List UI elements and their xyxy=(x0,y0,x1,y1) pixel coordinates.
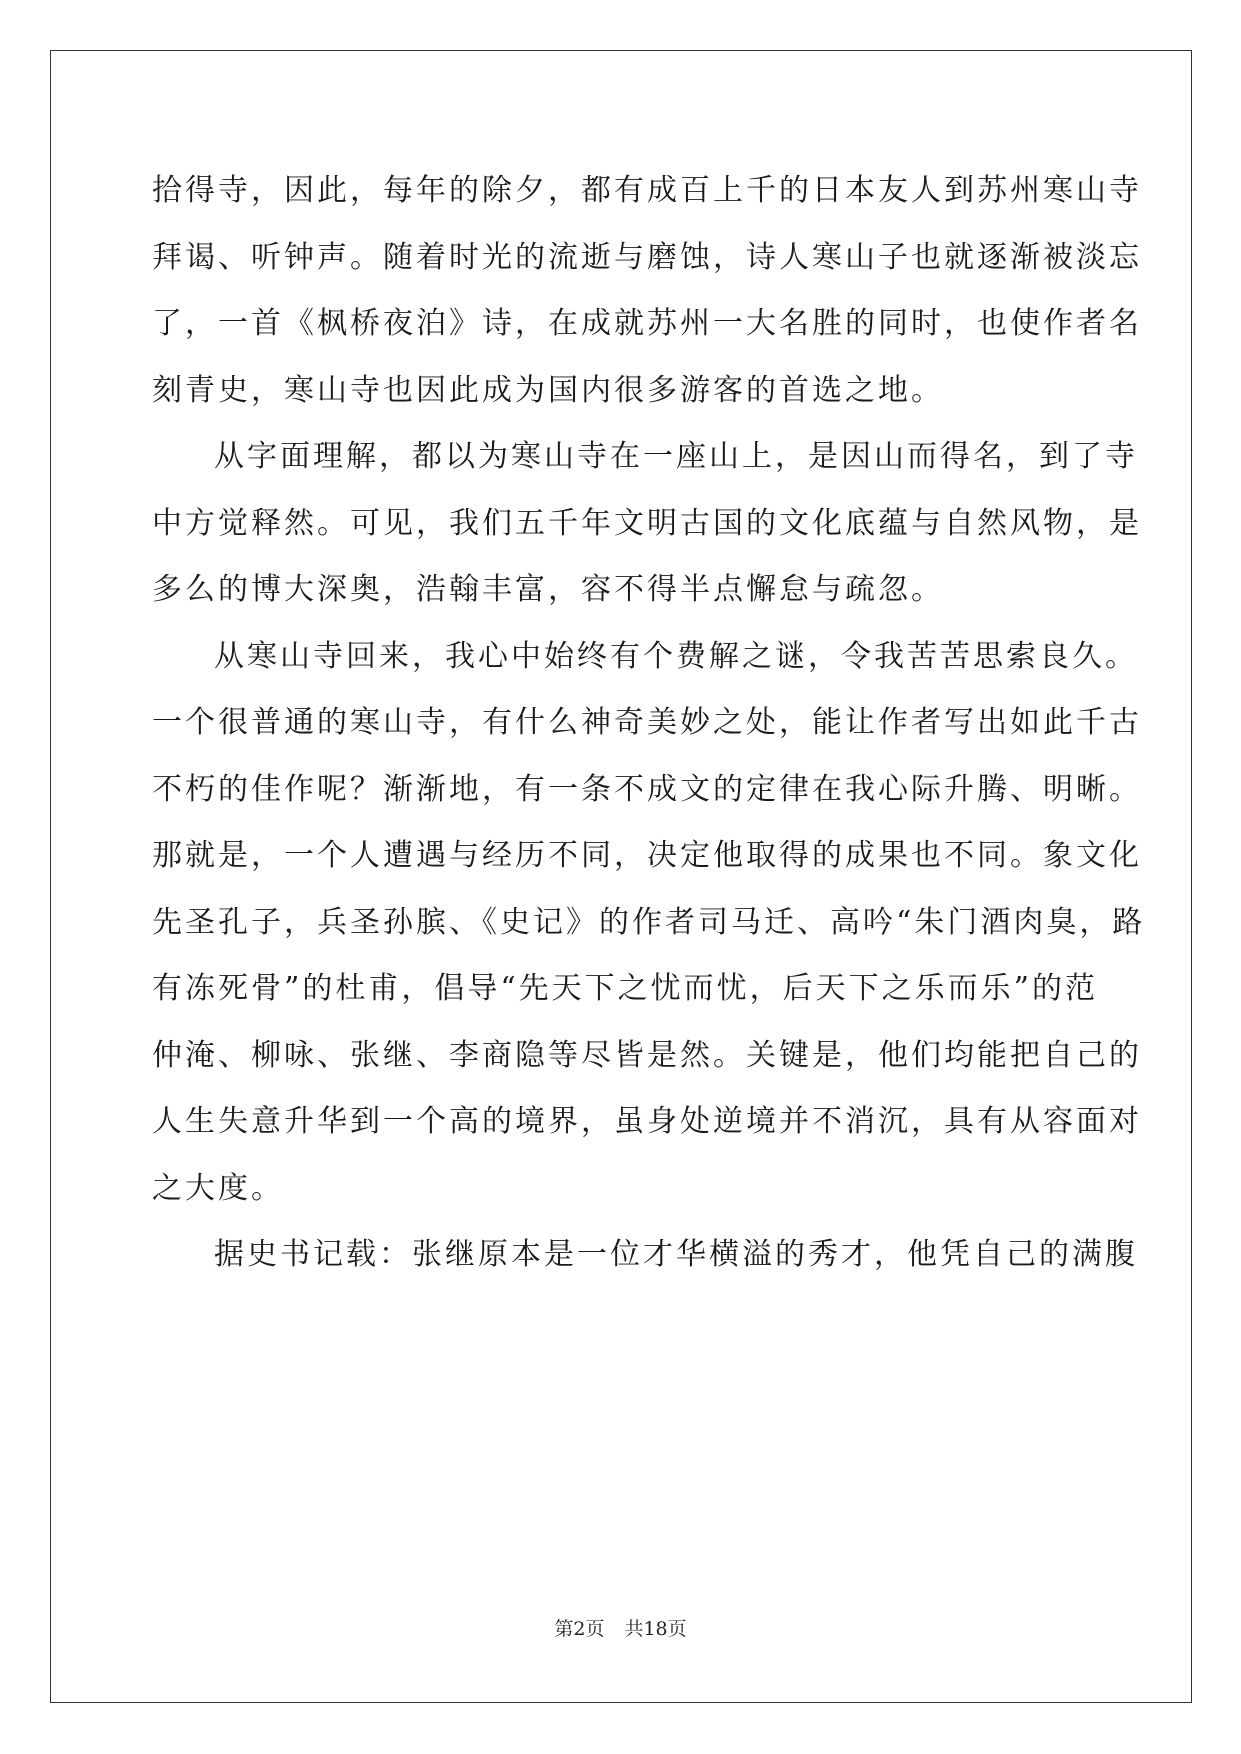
text-line: 了，一首《枫桥夜泊》诗，在成就苏州一大名胜的同时，也使作者名 xyxy=(152,306,1142,341)
text-line: 拾得寺，因此，每年的除夕，都有成百上千的日本友人到苏州寒山寺 xyxy=(152,173,1142,208)
text-line: 从字面理解，都以为寒山寺在一座山上，是因山而得名，到了寺 xyxy=(214,439,1138,474)
paragraph-4 xyxy=(152,1222,1138,1289)
paragraph-3 xyxy=(152,624,1146,1223)
text-line: 人生失意升华到一个高的境界，虽身处逆境并不消沉，具有从容面对 xyxy=(152,1104,1142,1139)
text-line: 一个很普通的寒山寺，有什么神奇美妙之处，能让作者写出如此千古 xyxy=(152,705,1142,740)
page-total: 共18页 xyxy=(624,1618,687,1640)
text-line: 中方觉释然。可见，我们五千年文明古国的文化底蕴与自然风物，是 xyxy=(152,505,1142,541)
text-line: 刻青史，寒山寺也因此成为国内很多游客的首选之地。 xyxy=(152,372,944,408)
paragraph-2 xyxy=(152,424,1142,624)
text-line: 据史书记载：张继原本是一位才华横溢的秀才，他凭自己的满腹 xyxy=(214,1237,1138,1272)
text-line: 先圣孔子，兵圣孙膑、《史记》的作者司马迁、高吟“朱门酒肉臭，路 xyxy=(152,904,1146,940)
text-line: 那就是，一个人遭遇与经历不同，决定他取得的成果也不同。象文化 xyxy=(152,838,1142,873)
text-line: 多么的博大深奥，浩翰丰富，容不得半点懈怠与疏忽。 xyxy=(152,572,944,607)
text-line: 之大度。 xyxy=(152,1170,284,1206)
document-body xyxy=(152,158,1146,1289)
page-number: 第2页 xyxy=(554,1618,605,1640)
page-footer xyxy=(0,1614,1241,1641)
text-line: 从寒山寺回来，我心中始终有个费解之谜，令我苦苦思索良久。 xyxy=(214,638,1138,674)
paragraph-1 xyxy=(152,158,1142,424)
text-line: 有冻死骨”的杜甫，倡导“先天下之忧而忧，后天下之乐而乐”的范 xyxy=(152,971,1099,1006)
text-line: 仲淹、柳咏、张继、李商隐等尽皆是然。关键是，他们均能把自己的 xyxy=(152,1037,1142,1073)
text-line: 不朽的佳作呢？渐渐地，有一条不成文的定律在我心际升腾、明晰。 xyxy=(152,771,1142,807)
text-line: 拜谒、听钟声。随着时光的流逝与磨蚀，诗人寒山子也就逐渐被淡忘 xyxy=(152,239,1142,275)
